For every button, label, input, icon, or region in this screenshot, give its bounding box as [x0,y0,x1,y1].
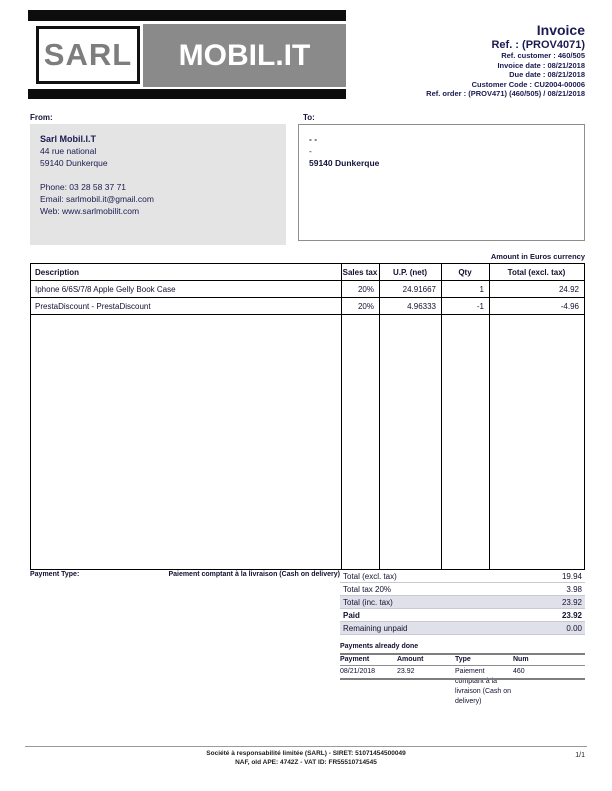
payment-num: 460 [513,668,525,675]
item-description: PrestaDiscount - PrestaDiscount [35,301,151,311]
header-description: Description [35,267,80,277]
invoice-meta-lines [426,51,585,99]
seller-email: Email: sarlmobil.it@gmail.com [40,194,154,204]
invoice-meta-line: Due date : 08/21/2018 [509,70,585,79]
total-label: Remaining unpaid [343,623,408,633]
invoice-meta-line: Ref. customer : 460/505 [501,51,585,60]
total-value: 23.92 [561,597,582,607]
invoice-meta-line: Invoice date : 08/21/2018 [497,60,585,70]
header-type: Type [455,656,471,663]
item-unit-price: 24.91667 [402,284,436,294]
payment-amount: 23.92 [397,668,415,675]
table-row [31,298,584,315]
invoice-title: Invoice [536,22,585,38]
customer-name: - - [309,134,318,144]
logo-bottom-bar [28,89,346,99]
header-payment: Payment [340,656,370,663]
total-row [340,609,585,622]
totals-block [340,570,585,635]
payments-done-table [340,653,585,707]
item-sales-tax: 20% [357,301,374,311]
logo-mobil-text: MOBIL.IT [143,24,346,87]
payment-date: 08/21/2018 [340,668,376,675]
invoice-header [426,22,585,99]
header-amount: Amount [397,656,424,663]
company-logo [28,10,350,100]
column-divider [341,264,342,569]
payments-done-title: Payments already done [340,643,419,650]
footer-line2: NAF, old APE: 4742Z - VAT ID: FR55510714545 [235,758,377,766]
item-sales-tax: 20% [357,284,374,294]
column-divider [441,264,442,569]
item-total: -4.96 [560,301,579,311]
invoice-meta-line: Customer Code : CU2004-00006 [471,79,585,89]
total-label: Total (excl. tax) [343,571,397,581]
seller-web: Web: www.sarlmobilit.com [40,206,140,216]
item-unit-price: 4.96333 [407,301,436,311]
payment-type-label: Payment Type: [30,571,80,578]
header-sales-tax: Sales tax [342,267,378,277]
seller-name: Sarl Mobil.I.T [40,134,97,144]
seller-address-line: 59140 Dunkerque [40,158,108,168]
total-value: 23.92 [561,610,582,620]
total-row [340,583,585,596]
customer-address-line: - [309,146,312,156]
page-number: 1/1 [575,752,585,759]
total-label: Total (inc. tax) [343,597,393,607]
footer-line1: Société à responsabilité limitée (SARL) - SIRET: 51071454500049 [206,750,406,757]
header-unit-price: U.P. (net) [392,267,428,277]
payment-type: Paiement comptant à la livraison (Cash on delivery) [455,668,512,705]
logo-sarl-text: SARL [36,26,140,84]
column-divider [489,264,490,569]
invoice-meta-line: Ref. order : (PROV471) (460/505) / 08/21/2018 [426,89,585,98]
table-row [31,281,584,298]
total-value: 3.98 [566,584,582,594]
from-label: From: [30,113,53,122]
header-num: Num [513,656,529,663]
items-rows [31,281,584,315]
seller-phone: Phone: 03 28 58 37 71 [40,182,127,192]
to-box [298,124,585,241]
header-qty: Qty [458,267,472,277]
payments-rows [340,666,585,707]
header-total: Total (excl. tax) [507,267,566,277]
invoice-ref: Ref. : (PROV4071) [491,39,585,51]
currency-note: Amount in Euros currency [490,252,585,261]
total-row [340,570,585,583]
payment-type-value: Paiement comptant à la livraison (Cash on delivery) [168,571,340,578]
seller-address-line: 44 rue national [40,146,97,156]
spacer [40,169,276,181]
item-total: 24.92 [558,284,579,294]
logo-top-bar [28,10,346,21]
item-description: Iphone 6/6S/7/8 Apple Gelly Book Case [35,284,176,294]
total-label: Paid [343,610,360,620]
customer-city: 59140 Dunkerque [309,158,380,168]
item-qty: -1 [476,301,484,311]
payment-type-row [30,571,340,578]
from-box [30,124,286,245]
payments-table-header [340,653,585,666]
total-value: 0.00 [566,623,582,633]
items-table [30,263,585,570]
to-label: To: [303,113,315,122]
footer [25,746,587,767]
column-divider [379,264,380,569]
item-qty: 1 [479,284,484,294]
payment-row [340,666,585,707]
items-table-header [31,264,584,281]
total-row [340,622,585,635]
total-value: 19.94 [561,571,582,581]
total-label: Total tax 20% [343,584,392,594]
total-row [340,596,585,609]
